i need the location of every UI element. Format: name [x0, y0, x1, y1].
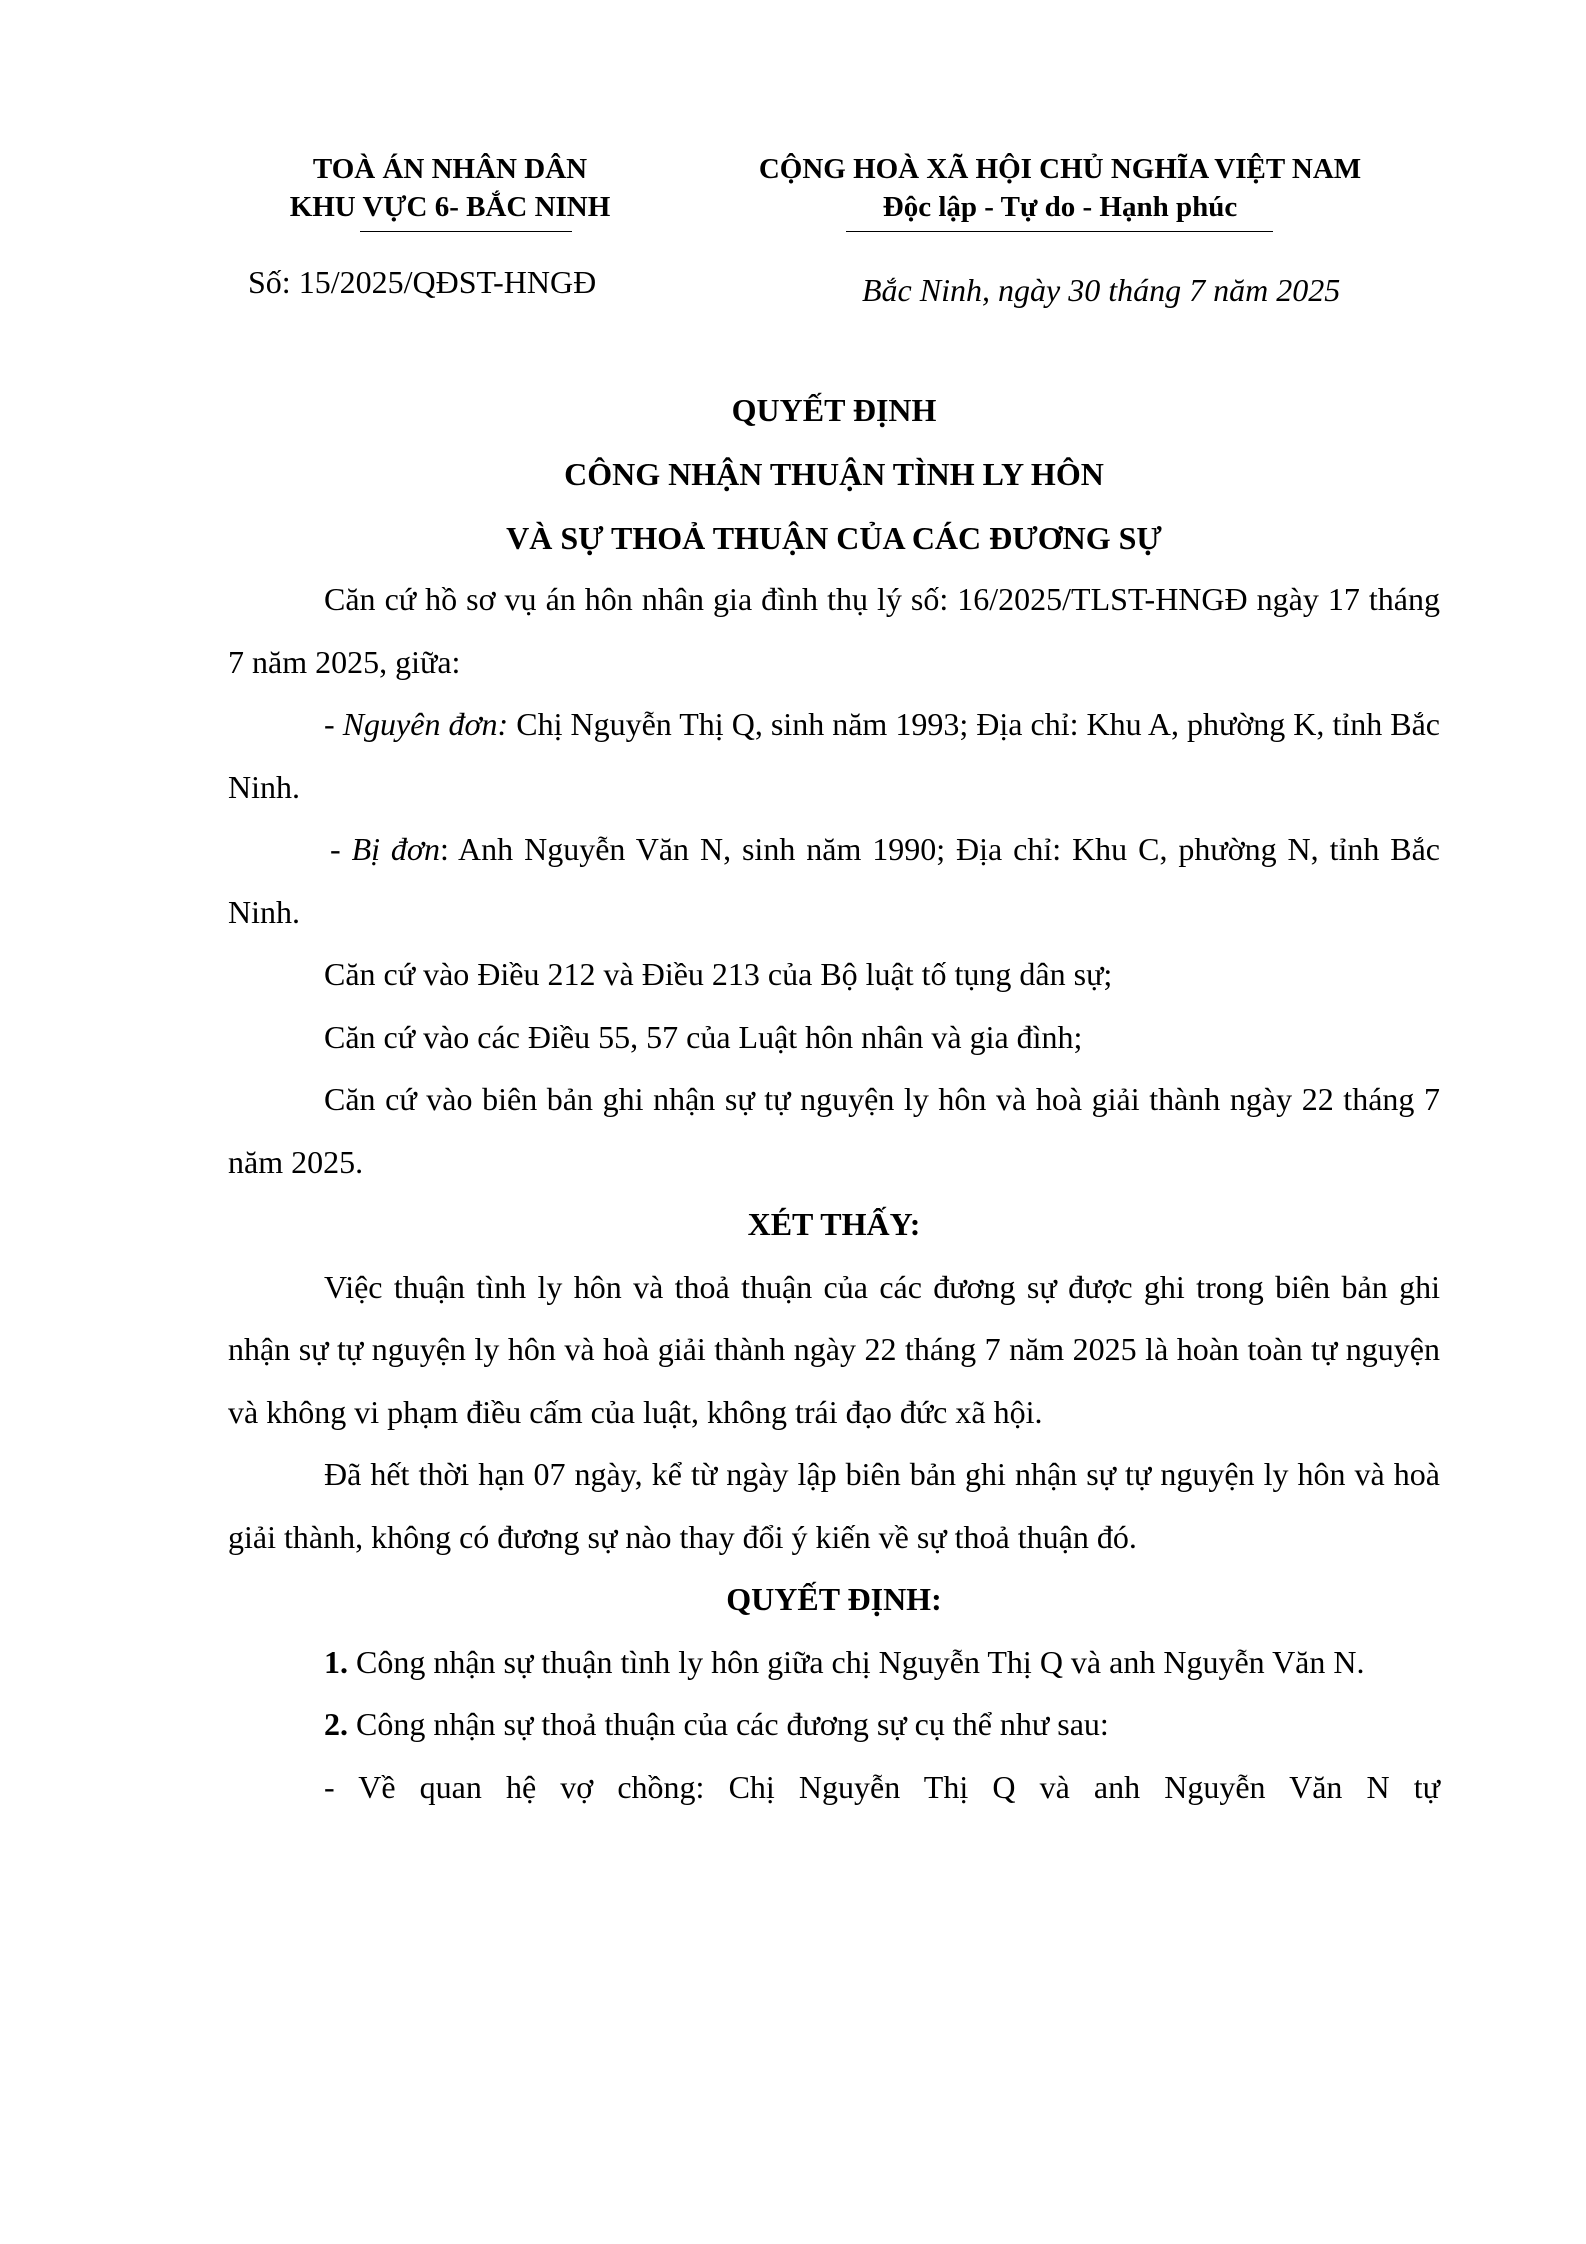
nation-header	[700, 150, 1420, 226]
plaintiff-label: Nguyên đơn:	[342, 706, 509, 742]
court-name: TOÀ ÁN NHÂN DÂN	[312, 153, 588, 185]
defendant-label: Bị đơn	[351, 831, 441, 867]
heading-decision: QUYẾT ĐỊNH:	[726, 1581, 942, 1617]
paragraph-case-basis: Căn cứ hồ sơ vụ án hôn nhân gia đình thụ lý số: 16/2025/TLST-HNGĐ ngày 17 tháng 7 năm 2025, giữa:	[228, 581, 1440, 680]
document-title	[228, 378, 1440, 570]
document-body	[228, 568, 1440, 1818]
paragraph-findings-1: Việc thuận tình ly hôn và thoả thuận của các đương sự được ghi trong biên bản ghi nhận sự tự nguyện ly hôn và hoà giải thành ngày 22 tháng 7 năm 2025 là hoàn toàn tự nguyện và không vi phạm điều cấm của luật, không trái đạo đức xã hội.	[228, 1268, 1440, 1430]
item-2-text: Công nhận sự thoả thuận của các đương sự cụ thể như sau:	[348, 1706, 1109, 1742]
paragraph-marriage-relation: - Về quan hệ vợ chồng: Chị Nguyễn Thị Q và anh Nguyễn Văn N tự	[324, 1768, 1440, 1805]
nation-name: CỘNG HOÀ XÃ HỘI CHỦ NGHĨA VIỆT NAM	[758, 153, 1362, 185]
document-number: Số: 15/2025/QĐST-HNGĐ	[248, 264, 597, 300]
court-header	[240, 150, 660, 226]
heading-findings: XÉT THẤY:	[747, 1206, 921, 1242]
item-2-number: 2.	[324, 1706, 348, 1742]
title-line-1: QUYẾT ĐỊNH	[731, 392, 937, 428]
decision-item-2	[228, 1693, 1440, 1756]
paragraph-findings-2: Đã hết thời hạn 07 ngày, kể từ ngày lập biên bản ghi nhận sự tự nguyện ly hôn và hoà giải thành, không có đương sự nào thay đổi ý kiến về sự thoả thuận đó.	[228, 1456, 1440, 1555]
item-1-text: Công nhận sự thuận tình ly hôn giữa chị Nguyễn Thị Q và anh Nguyễn Văn N.	[348, 1643, 1365, 1680]
title-line-2: CÔNG NHẬN THUẬN TÌNH LY HÔN	[564, 456, 1104, 492]
court-district: KHU VỰC 6- BẮC NINH	[289, 191, 611, 223]
plaintiff-details: Chị Nguyễn Thị Q, sinh năm 1993; Địa chỉ: Khu A, phường K, tỉnh Bắc Ninh.	[228, 706, 1441, 805]
nation-motto: Độc lập - Tự do - Hạnh phúc	[882, 191, 1238, 223]
defendant-dash: -	[330, 831, 352, 867]
item-1-number: 1.	[324, 1643, 348, 1680]
defendant-details: : Anh Nguyễn Văn N, sinh năm 1990; Địa chỉ: Khu C, phường N, tỉnh Bắc Ninh.	[228, 831, 1441, 930]
paragraph-family-law: Căn cứ vào các Điều 55, 57 của Luật hôn nhân và gia đình;	[324, 1018, 1083, 1055]
paragraph-defendant	[228, 818, 1440, 943]
plaintiff-dash: -	[324, 706, 343, 742]
paragraph-civil-procedure: Căn cứ vào Điều 212 và Điều 213 của Bộ luật tố tụng dân sự;	[324, 956, 1113, 992]
paragraph-plaintiff	[228, 693, 1440, 818]
motto-underline	[846, 231, 1273, 232]
decision-item-1	[228, 1631, 1440, 1694]
document-date: Bắc Ninh, ngày 30 tháng 7 năm 2025	[862, 272, 1341, 308]
title-line-3: VÀ SỰ THOẢ THUẬN CỦA CÁC ĐƯƠNG SỰ	[506, 520, 1162, 556]
paragraph-record-basis: Căn cứ vào biên bản ghi nhận sự tự nguyện ly hôn và hoà giải thành ngày 22 tháng 7 năm 2025.	[228, 1081, 1440, 1180]
court-underline	[360, 231, 572, 232]
